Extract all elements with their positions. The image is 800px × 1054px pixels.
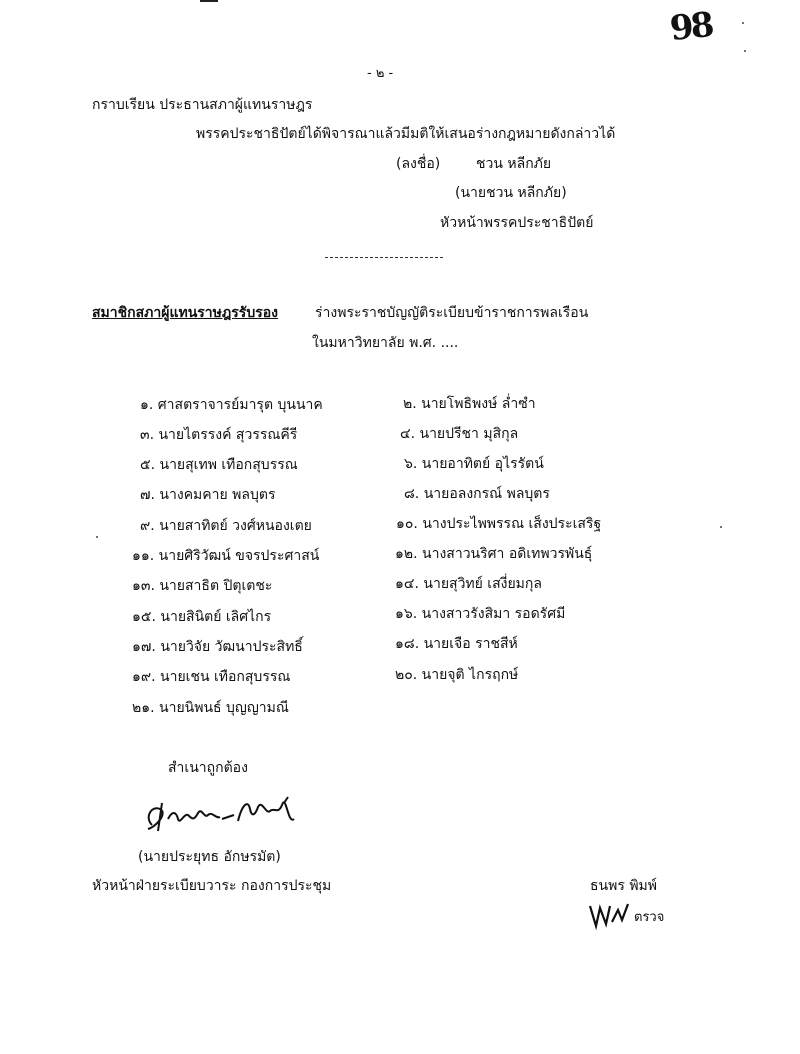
bill-title-line2: ในมหาวิทยาลัย พ.ศ. .... xyxy=(312,335,459,351)
member-item: ๕. นายสุเทพ เทือกสุบรรณ xyxy=(140,457,298,473)
signed-label: (ลงชื่อ) xyxy=(396,156,441,172)
member-item: ๒. นายโพธิพงษ์ ล่ำซำ xyxy=(403,396,536,412)
handwritten-signature xyxy=(138,785,308,840)
printed-name: (นายชวน หลีกภัย) xyxy=(455,185,567,201)
certifier-position: หัวหน้าฝ่ายระเบียบวาระ กองการประชุม xyxy=(92,878,332,894)
member-item: ๗. นางคมคาย พลบุตร xyxy=(140,487,276,503)
bill-title-line1: ร่างพระราชบัญญัติระเบียบข้าราชการพลเรือน xyxy=(315,305,589,321)
member-item: ๒๐. นายจุติ ไกรฤกษ์ xyxy=(395,667,519,683)
salutation: กราบเรียน ประธานสภาผู้แทนราษฎร xyxy=(92,97,313,113)
member-item: ๑๓. นายสาธิต ปิตุเตชะ xyxy=(132,578,273,594)
member-item: ๘. นายอลงกรณ์ พลบุตร xyxy=(404,486,550,502)
page-number: - ๒ - xyxy=(367,66,394,81)
member-item: ๑๙. นายเชน เทือกสุบรรณ xyxy=(132,669,291,685)
member-item: ๑๕. นายสินิตย์ เลิศไกร xyxy=(132,609,272,625)
member-item: ๑๑. นายศิริวัฒน์ ขจรประศาสน์ xyxy=(132,548,320,564)
member-item: ๓. นายไตรรงค์ สุวรรณคีรี xyxy=(140,427,298,443)
member-item: ๑๒. นางสาวนริศา อดิเทพวรพันธุ์ xyxy=(395,546,593,562)
member-item: ๖. นายอาทิตย์ อุไรรัตน์ xyxy=(404,456,544,472)
check-initials xyxy=(586,900,632,930)
certifier-name: (นายประยุทธ อักษรมัต) xyxy=(138,849,281,865)
endorsement-heading: สมาชิกสภาผู้แทนราษฎรรับรอง xyxy=(92,305,278,321)
member-item: ๙. นายสาทิตย์ วงศ์หนองเตย xyxy=(140,518,312,534)
ink-speck xyxy=(96,536,98,538)
member-item: ๒๑. นายนิพนธ์ บุญญามณี xyxy=(132,700,289,716)
member-item: ๑๘. นายเจือ ราชสีห์ xyxy=(395,636,518,652)
member-item: ๑๗. นายวิจัย วัฒนาประสิทธิ์ xyxy=(132,639,303,655)
signed-name: ชวน หลีกภัย xyxy=(476,156,552,172)
member-item: ๑. ศาสตราจารย์มารุต บุนนาค xyxy=(140,397,323,413)
member-item: ๑๔. นายสุวิทย์ เสงี่ยมกุล xyxy=(395,576,542,592)
member-item: ๑๐. นางประไพพรรณ เส็งประเสริฐ xyxy=(396,516,602,532)
handwritten-page-number: 98 xyxy=(668,4,714,50)
party-leader-position: หัวหน้าพรรคประชาธิปัตย์ xyxy=(440,215,594,231)
typist-name: ธนพร พิมพ์ xyxy=(590,878,657,894)
member-item: ๔. นายปรีชา มุสิกุล xyxy=(400,426,519,442)
check-label: ตรวจ xyxy=(634,910,665,925)
certified-copy-label: สำเนาถูกต้อง xyxy=(168,760,248,776)
letter-body: พรรคประชาธิปัตย์ได้พิจารณาแล้วมีมติให้เสนอร่างกฎหมายดังกล่าวได้ xyxy=(196,126,616,142)
member-item: ๑๖. นางสาวรังสิมา รอดรัศมี xyxy=(395,606,566,622)
ink-speck xyxy=(720,526,722,528)
